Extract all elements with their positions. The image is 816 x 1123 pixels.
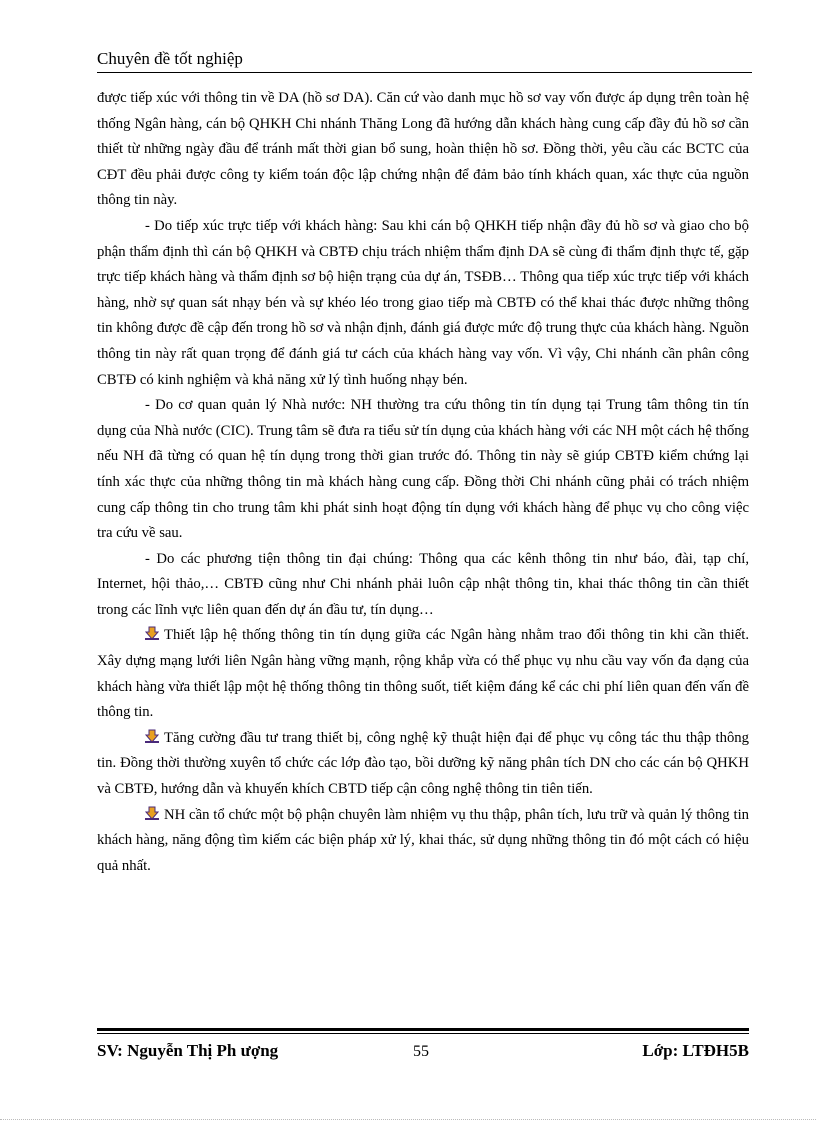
paragraph: - Do cơ quan quản lý Nhà nước: NH thường tra cứu thông tin tín dụng tại Trung tâm thông tin tín dụng của Nhà nước (CIC). Trung tâm sẽ đưa ra tiểu sử tín dụng của khách hàng với các NH một cách hệ thống nếu NH đã từng có quan hệ tín dụng trong thời gian trước đó. Thông tin này sẽ giúp CBTĐ kiểm chứng lại tính xác thực của những thông tin mà khách hàng cung cấp. Đồng thời Chi nhánh cũng phải có trách nhiệm cung cấp thông tin cho trung tâm khi phát sinh hoạt động tín dụng với khách hàng để phục vụ cho công việc tra cứu về sau. <box>97 397 749 542</box>
paragraph: - Do các phương tiện thông tin đại chúng: Thông qua các kênh thông tin như báo, đài, tạp chí, Internet, hội thảo,… CBTĐ cũng như Chi nhánh phải luôn cập nhật thông tin, khai thác thông tin cần thiết trong các lĩnh vực liên quan đến dự án đầu tư, tín dụng… <box>97 550 749 618</box>
footer-divider-thin <box>97 1033 749 1034</box>
page-header-title: Chuyên đề tốt nghiệp <box>97 49 243 68</box>
arrow-bullet-icon <box>145 626 159 640</box>
bullet-text: Thiết lập hệ thống thông tin tín dụng giữa các Ngân hàng nhằm trao đổi thông tin khi cần thiết. Xây dựng mạng lưới liên Ngân hàng vững mạnh, rộng khắp vừa có thể phục vụ nhu cầu vay vốn đa dạng của khách hàng vừa thiết lập một hệ thống thông tin thông suốt, tiết kiệm đáng kể các chi phí liên quan đến vấn đề thông tin. <box>97 627 749 721</box>
footer-divider-thick <box>97 1028 749 1031</box>
header-divider <box>97 72 752 73</box>
paragraph: - Do tiếp xúc trực tiếp với khách hàng: Sau khi cán bộ QHKH tiếp nhận đầy đủ hồ sơ và giao cho bộ phận thẩm định thì cán bộ QHKH và CBTĐ chịu trách nhiệm thẩm định DA sẽ cùng đi thẩm định thực tế, gặp trực tiếp khách hàng và thẩm định sơ bộ hiện trạng của dự án, TSĐB… Thông qua tiếp xúc trực tiếp với khách hàng, nhờ sự quan sát nhạy bén và sự khéo léo trong giao tiếp mà CBTĐ có thể khai thác được những thông tin không được đề cập đến trong hồ sơ và nhận định, đánh giá được mức độ trung thực của khách hàng. Nguồn thông tin này rất quan trọng để đánh giá tư cách của khách hàng vay vốn. Vì vậy, Chi nhánh cần phân công CBTĐ có kinh nghiệm và khả năng xử lý tình huống nhạy bén. <box>97 217 749 388</box>
bullet-text: Tăng cường đầu tư trang thiết bị, công nghệ kỹ thuật hiện đại để phục vụ công tác thu thập thông tin. Đồng thời thường xuyên tổ chức các lớp đào tạo, bồi dưỡng kỹ năng phân tích DN cho các cán bộ QHKH và CBTĐ, hướng dẫn và khuyến khích CBTD tiếp cận công nghệ thông tin tiên tiến. <box>97 729 749 798</box>
bullet-paragraph <box>97 623 749 725</box>
footer-page-number: 55 <box>413 1043 429 1060</box>
paragraph: được tiếp xúc với thông tin về DA (hồ sơ DA). Căn cứ vào danh mục hồ sơ vay vốn được áp dụng trên toàn hệ thống Ngân hàng, cán bộ QHKH Chi nhánh Thăng Long đã hướng dẫn khách hàng cung cấp đầy đủ hồ sơ cần thiết từ những ngày đầu để tránh mất thời gian bổ sung, hoàn thiện hồ sơ. Đồng thời, yêu cầu các BCTC của CĐT đều phải được công ty kiểm toán độc lập chứng nhận để đảm bảo tính khách quan, xác thực của nguồn thông tin này. <box>97 90 749 209</box>
document-body <box>97 86 749 879</box>
arrow-bullet-icon <box>145 806 159 820</box>
arrow-bullet-icon <box>145 729 159 743</box>
bullet-paragraph <box>97 803 749 880</box>
bullet-paragraph <box>97 726 749 803</box>
footer-student-name: SV: Nguyễn Thị Ph ượng <box>97 1041 279 1060</box>
bullet-text: NH cần tổ chức một bộ phận chuyên làm nhiệm vụ thu thập, phân tích, lưu trữ và quản lý thông tin khách hàng, năng động tìm kiếm các biện pháp xử lý, khai thác, sử dụng những thông tin đó một cách có hiệu quả nhất. <box>97 806 749 874</box>
footer-class-label: Lớp: LTĐH5B <box>642 1041 749 1060</box>
page-edge-divider <box>0 1119 816 1120</box>
